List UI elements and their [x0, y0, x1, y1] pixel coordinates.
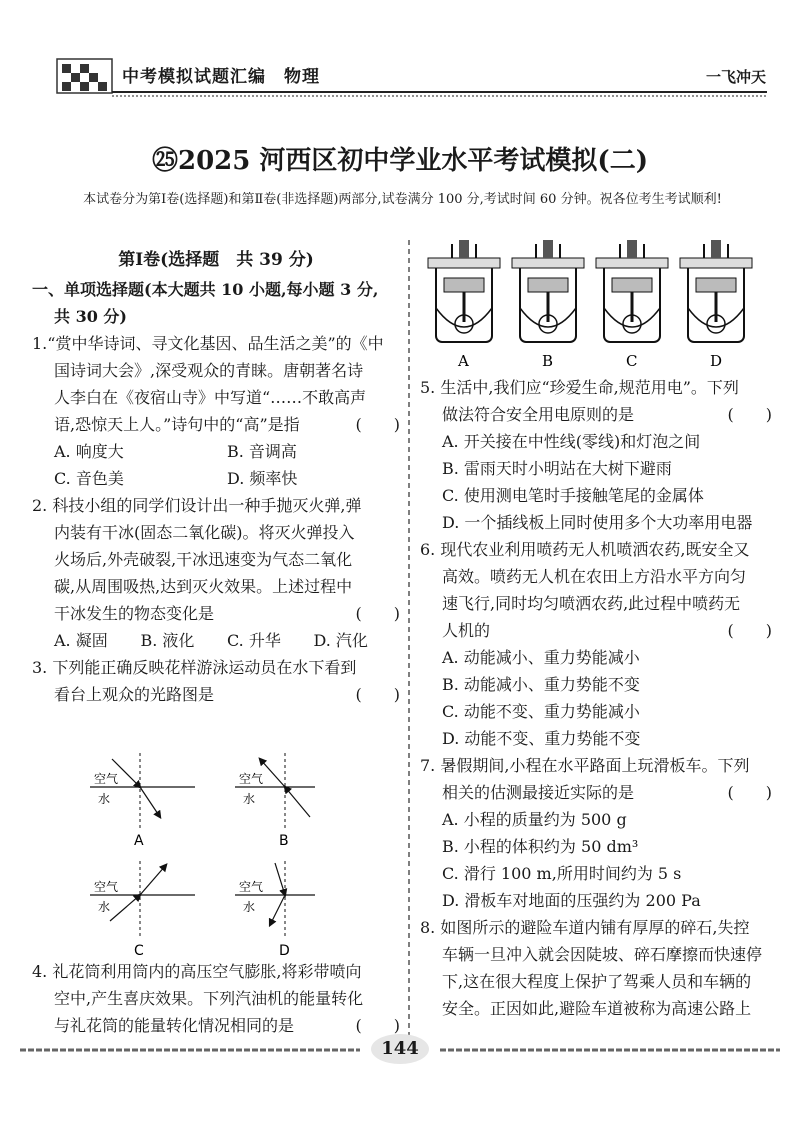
- engine-diagram: [428, 240, 500, 342]
- light-path-diagrams: [70, 745, 320, 960]
- option-d: D. 汽化: [313, 631, 368, 650]
- answer-paren: ( ): [727, 621, 772, 640]
- engine-label-d: D: [710, 352, 723, 370]
- brand-logo: 一飞冲天: [705, 68, 766, 86]
- q8-line: 8. 如图所示的避险车道内铺有厚厚的碎石,失控: [420, 918, 750, 937]
- diagram-a: [90, 753, 195, 849]
- answer-paren: ( ): [355, 604, 400, 623]
- diagram-b: [235, 753, 315, 849]
- option-a: A. 凝固: [54, 631, 108, 650]
- option-c: C. 动能不变、重力势能减小: [442, 702, 640, 721]
- answer-paren: ( ): [355, 1016, 400, 1035]
- page-number: 144: [371, 1034, 429, 1064]
- exam-title: ㉕2025 河西区初中学业水平考试模拟(二): [151, 146, 649, 176]
- air-label: 空气: [239, 880, 264, 894]
- air-label: 空气: [239, 772, 264, 786]
- option-d: D. 动能不变、重力势能不变: [442, 729, 641, 748]
- q1-line: 语,恐惊天上人。”诗句中的“高”是指: [54, 415, 300, 434]
- q6-line: 人机的: [442, 621, 491, 640]
- option-a: A. 开关接在中性线(零线)和灯泡之间: [442, 432, 701, 451]
- air-label: 空气: [94, 880, 119, 894]
- q1-line: 人李白在《夜宿山寺》中写道“……不敢高声: [54, 388, 367, 407]
- q7-line: 相关的估测最接近实际的是: [442, 783, 635, 802]
- option-c: C. 滑行 100 m,所用时间约为 5 s: [442, 864, 682, 883]
- answer-paren: ( ): [727, 405, 772, 424]
- q3-line: 3. 下列能正确反映花样游泳运动员在水下看到: [32, 658, 357, 677]
- question-6: [420, 536, 772, 752]
- option-b: B. 液化: [140, 631, 195, 650]
- label-a: A: [134, 833, 144, 849]
- answer-paren: ( ): [355, 415, 400, 434]
- label-b: B: [279, 833, 289, 849]
- water-label: 水: [98, 900, 111, 914]
- option-a: A. 动能减小、重力势能减小: [442, 648, 640, 667]
- q5-line: 做法符合安全用电原则的是: [442, 405, 635, 424]
- right-column: [420, 374, 772, 1022]
- engine-label-b: B: [542, 352, 554, 370]
- option-c: C. 升华: [227, 631, 281, 650]
- label-d: D: [279, 943, 290, 959]
- q2-line: 内装有干冰(固态二氧化碳)。将灭火弹投入: [54, 523, 355, 542]
- option-a: A. 小程的质量约为 500 g: [442, 810, 627, 829]
- question-1: [32, 330, 400, 492]
- option-d: D. 频率快: [227, 469, 298, 488]
- water-label: 水: [243, 792, 256, 806]
- q4-line: 4. 礼花筒利用筒内的高压空气膨胀,将彩带喷向: [32, 962, 362, 981]
- q3-line: 看台上观众的光路图是: [54, 685, 215, 704]
- label-c: C: [134, 943, 144, 959]
- engine-label-a: A: [458, 352, 469, 370]
- q2-line: 干冰发生的物态变化是: [54, 604, 215, 623]
- option-c: C. 使用测电笔时手接触笔尾的金属体: [442, 486, 704, 505]
- question-3: [32, 654, 400, 708]
- q4-line: 空中,产生喜庆效果。下列汽油机的能量转化: [54, 989, 364, 1008]
- q1-line: 国诗词大会》,深受观众的青睐。唐朝著名诗: [54, 361, 364, 380]
- q7-line: 7. 暑假期间,小程在水平路面上玩滑板车。下列: [420, 756, 750, 775]
- option-b: B. 音调高: [227, 442, 297, 461]
- question-5: [420, 374, 772, 536]
- question-7: [420, 752, 772, 914]
- left-column: [32, 245, 400, 708]
- q8-line: 下,这在很大程度上保护了驾乘人员和车辆的: [442, 972, 752, 991]
- engine-label-c: C: [626, 352, 638, 370]
- option-c: C. 音色美: [54, 469, 124, 488]
- option-b: B. 雷雨天时小明站在大树下避雨: [442, 459, 672, 478]
- section-instruction: 一、单项选择题(本大题共 10 小题,每小题 3 分,: [32, 280, 379, 299]
- option-b: B. 小程的体积约为 50 dm³: [442, 837, 639, 856]
- q6-line: 6. 现代农业利用喷药无人机喷洒农药,既安全又: [420, 540, 750, 559]
- diagram-d: [235, 861, 315, 959]
- q6-line: 速飞行,同时均匀喷洒农药,此过程中喷药无: [442, 594, 741, 613]
- option-d: D. 滑板车对地面的压强约为 200 Pa: [442, 891, 701, 910]
- option-d: D. 一个插线板上同时使用多个大功率用电器: [442, 513, 753, 532]
- question-2: [32, 492, 400, 654]
- q6-line: 高效。喷药无人机在农田上方沿水平方向匀: [442, 567, 747, 586]
- q2-line: 碳,从周围吸热,达到灭火效果。上述过程中: [54, 577, 353, 596]
- option-a: A. 响度大: [54, 442, 124, 461]
- q4-line: 与礼花筒的能量转化情况相同的是: [54, 1016, 295, 1035]
- question-4: [32, 958, 400, 1039]
- question-8: [420, 914, 772, 1022]
- book-title: 中考模拟试题汇编 物理: [122, 67, 320, 87]
- water-label: 水: [243, 900, 256, 914]
- answer-paren: ( ): [727, 783, 772, 802]
- column-divider: [407, 240, 411, 1040]
- engine-stroke-diagrams: [422, 238, 772, 373]
- q5-line: 5. 生活中,我们应“珍爱生命,规范用电”。下列: [420, 378, 739, 397]
- water-label: 水: [98, 792, 111, 806]
- answer-paren: ( ): [355, 685, 400, 704]
- section-title: 第Ⅰ卷(选择题 共 39 分): [118, 250, 314, 270]
- q1-line: 1.“赏中华诗词、寻文化基因、品生活之美”的《中: [32, 334, 384, 353]
- section-instruction-cont: 共 30 分): [54, 307, 127, 326]
- option-b: B. 动能减小、重力势能不变: [442, 675, 640, 694]
- q2-line: 火场后,外壳破裂,干冰迅速变为气态二氧化: [54, 550, 353, 569]
- exam-intro: 本试卷分为第Ⅰ卷(选择题)和第Ⅱ卷(非选择题)两部分,试卷满分 100 分,考试时间 60 分钟。祝各位考生考试顺利!: [83, 192, 722, 207]
- diagram-c: [90, 861, 195, 959]
- q8-line: 安全。正因如此,避险车道被称为高速公路上: [442, 999, 752, 1018]
- air-label: 空气: [94, 772, 119, 786]
- q2-line: 2. 科技小组的同学们设计出一种手抛灭火弹,弹: [32, 496, 362, 515]
- q8-line: 车辆一旦冲入就会因陡坡、碎石摩擦而快速停: [442, 945, 763, 964]
